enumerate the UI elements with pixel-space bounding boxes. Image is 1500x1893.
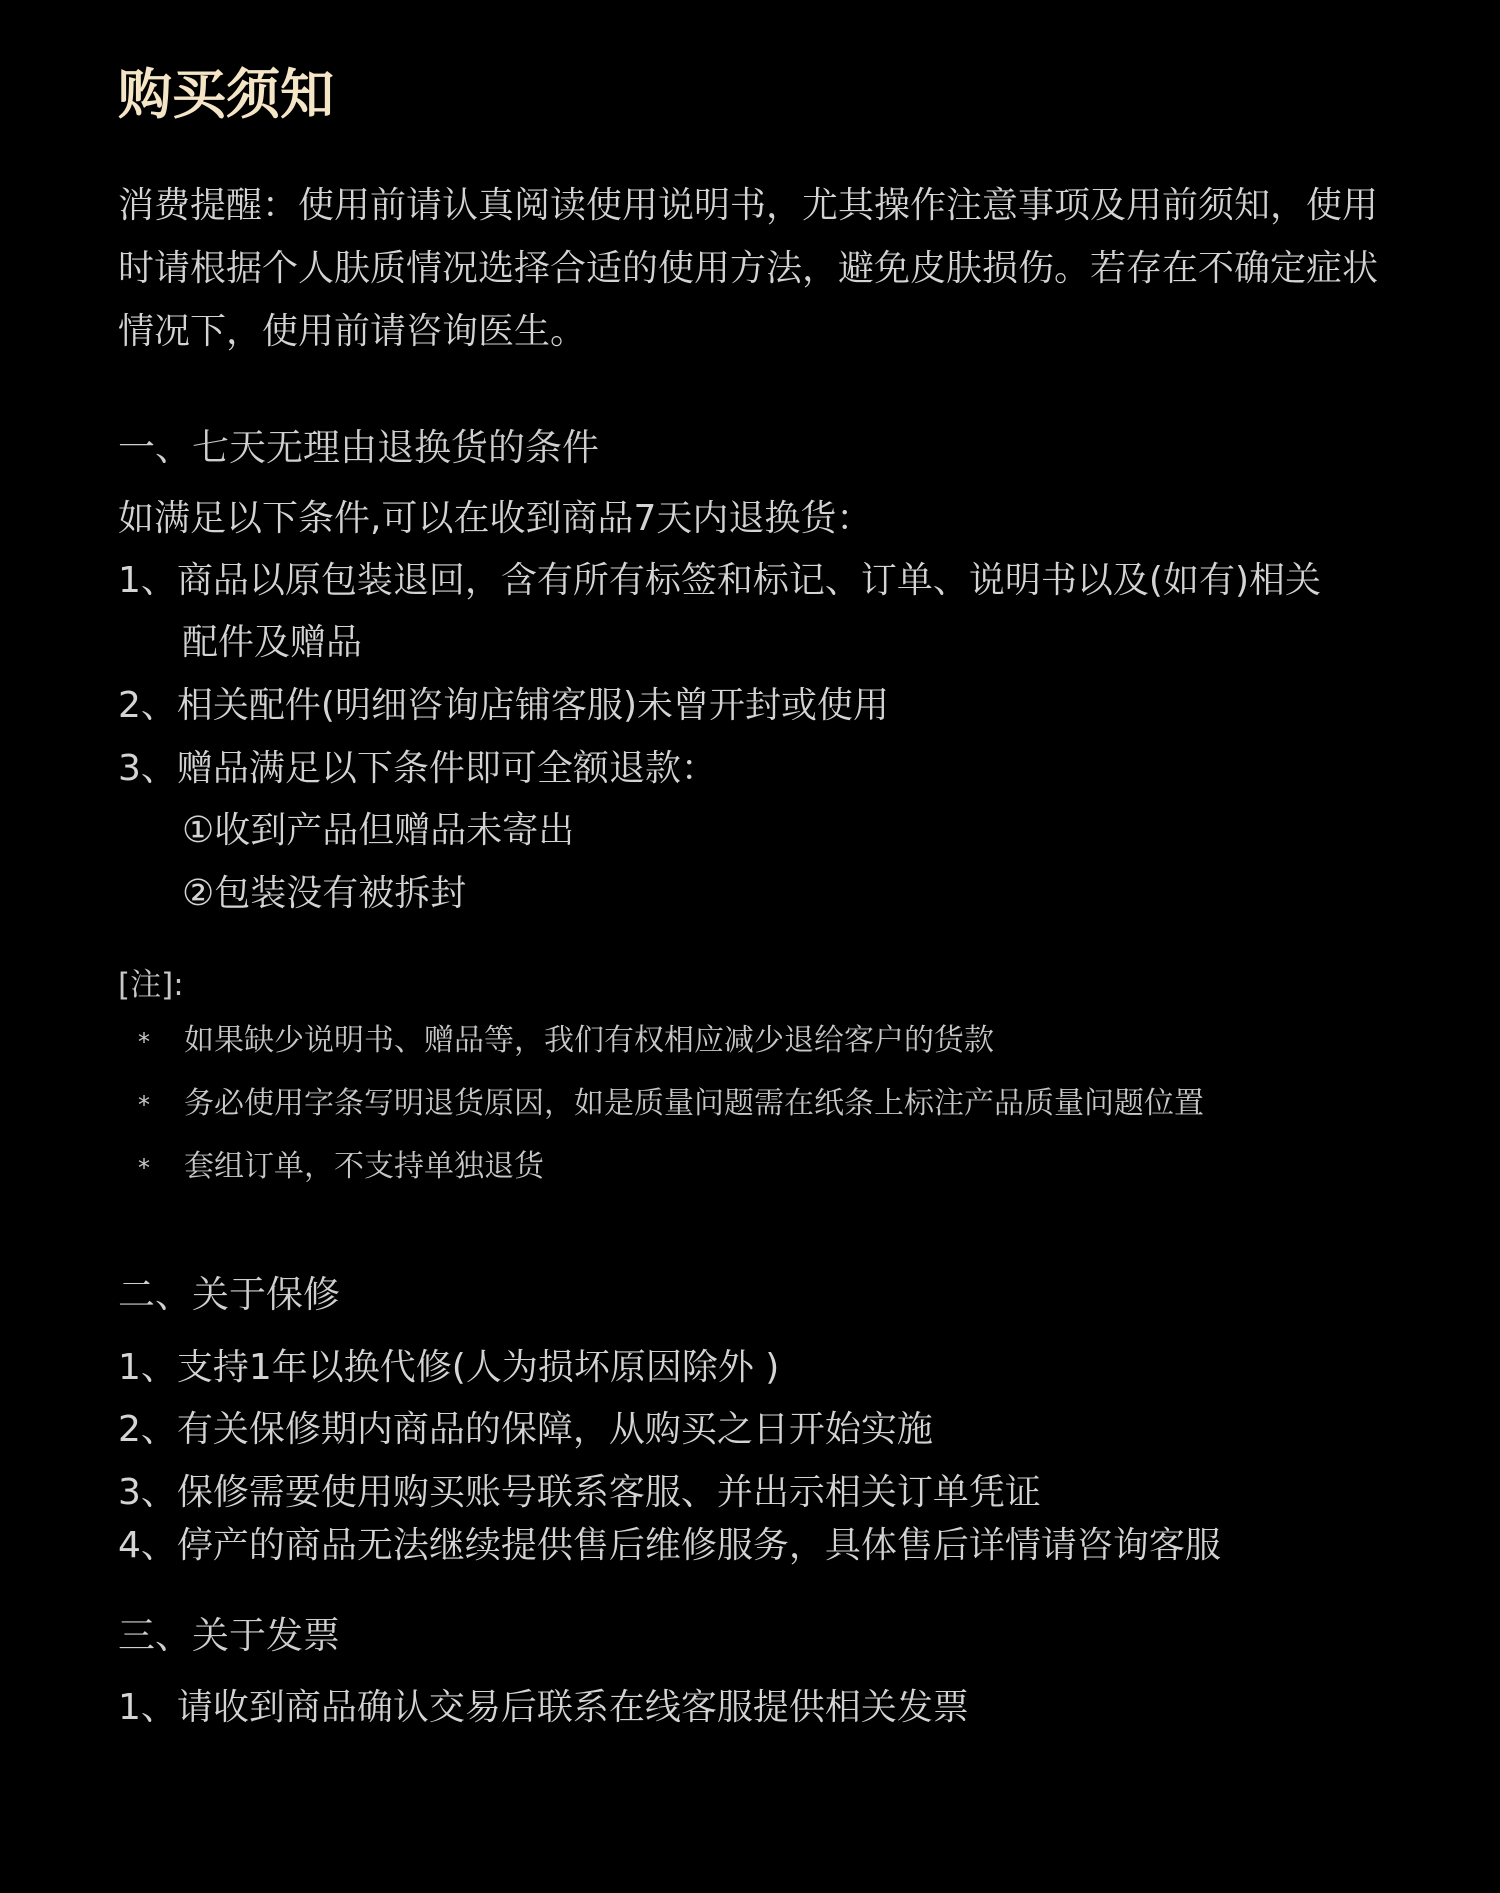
bullet-icon: * xyxy=(138,1027,150,1056)
invoice-item-1: 1、请收到商品确认交易后联系在线客服提供相关发票 xyxy=(118,1687,969,1728)
note-text: 务必使用字条写明退货原因，如是质量问题需在纸条上标注产品质量问题位置 xyxy=(184,1086,1204,1121)
note-item xyxy=(138,1084,1204,1125)
section-2-heading: 二、关于保修 xyxy=(118,1273,340,1316)
consumption-reminder: 消费提醒：使用前请认真阅读使用说明书，尤其操作注意事项及用前须知，使用时请根据个人肤质情况选择合适的使用方法，避免皮肤损伤。若存在不确定症状情况下，使用前请咨询医生。 xyxy=(118,185,1379,352)
warranty-item-4: 4、停产的商品无法继续提供售后维修服务，具体售后详情请咨询客服 xyxy=(118,1525,1221,1566)
page-title: 购买须知 xyxy=(118,63,334,126)
warranty-item-1: 1、支持1年以换代修(人为损坏原因除外 ) xyxy=(118,1347,780,1388)
warranty-item-2: 2、有关保修期内商品的保障，从购买之日开始实施 xyxy=(118,1409,933,1450)
note-label: [注]: xyxy=(118,967,184,1003)
warranty-item-3: 3、保修需要使用购买账号联系客服、并出示相关订单凭证 xyxy=(118,1472,1041,1513)
gift-condition-1: ①收到产品但赠品未寄出 xyxy=(182,810,575,851)
return-condition-1-continued: 配件及赠品 xyxy=(182,622,363,663)
return-condition-3: 3、赠品满足以下条件即可全额退款： xyxy=(118,748,717,789)
section-3-heading: 三、关于发票 xyxy=(118,1614,340,1657)
note-item xyxy=(138,1021,994,1062)
section-1-heading: 一、七天无理由退换货的条件 xyxy=(118,426,599,469)
note-item xyxy=(138,1147,544,1188)
note-text: 套组订单，不支持单独退货 xyxy=(184,1149,544,1184)
gift-condition-2: ②包装没有被拆封 xyxy=(182,873,467,914)
section-1-intro: 如满足以下条件,可以在收到商品7天内退换货： xyxy=(118,498,873,539)
return-condition-1: 1、商品以原包装退回，含有所有标签和标记、订单、说明书以及(如有)相关 xyxy=(118,560,1321,601)
note-text: 如果缺少说明书、赠品等，我们有权相应减少退给客户的货款 xyxy=(184,1023,994,1058)
bullet-icon: * xyxy=(138,1153,150,1182)
bullet-icon: * xyxy=(138,1090,150,1119)
return-condition-2: 2、相关配件(明细咨询店铺客服)未曾开封或使用 xyxy=(118,685,889,726)
